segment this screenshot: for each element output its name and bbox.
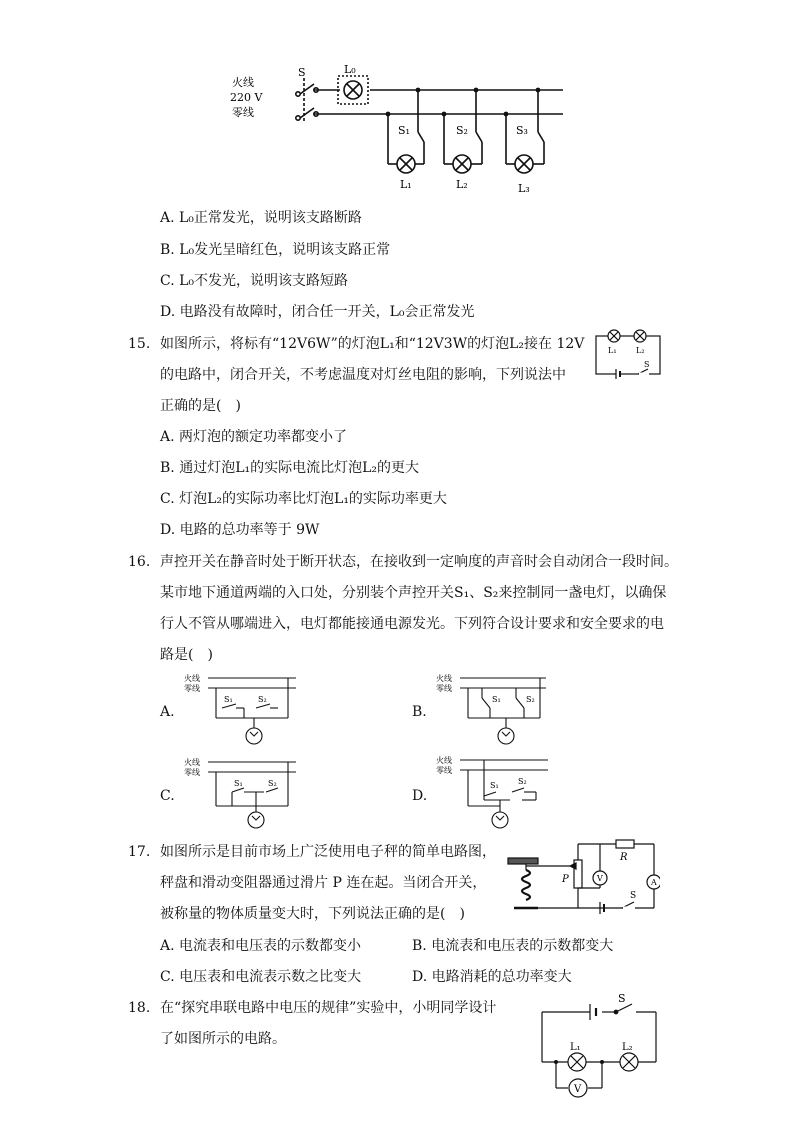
q18-number: 18. (128, 1000, 151, 1016)
q16b-label-neutral: 零线 (436, 684, 452, 693)
q18-line-1: 在“探究串联电路中电压的规律”实验中，小明同学设计 (160, 1000, 497, 1016)
q17-label-s: S (630, 891, 637, 901)
q15-option-d: D. 电路的总功率等于 9W (160, 522, 320, 538)
q16-line-2: 某市地下通道两端的入口处，分别装个声控开关S₁、S₂来控制同一盏电灯，以确保 (160, 585, 667, 601)
q16d-label-live: 火线 (436, 756, 452, 765)
q17-option-d: D. 电路消耗的总功率变大 (412, 969, 572, 985)
q16d-label-neutral: 零线 (436, 766, 452, 775)
q16a-label-live: 火线 (184, 674, 200, 683)
q17-option-b: B. 电流表和电压表的示数都变大 (412, 938, 614, 954)
q17-circuit-figure (504, 836, 660, 918)
q18-circuit-figure (536, 988, 662, 1100)
label-l2: L₂ (456, 178, 468, 191)
q16-option-d-label: D. (412, 788, 428, 804)
q17-label-v: V (597, 874, 603, 883)
q18-label-s: S (618, 992, 626, 1005)
q16c-label-live: 火线 (184, 758, 200, 767)
q15-line-2: 的电路中，闭合开关，不考虑温度对灯丝电阻的影响，下列说法中 (160, 367, 566, 383)
q16b-label-live: 火线 (436, 674, 452, 683)
q16a-label-s2: S₂ (258, 695, 267, 704)
q16b-label-s2: S₂ (526, 695, 535, 704)
label-s3: S₃ (516, 124, 528, 137)
q15-line-3: 正确的是( ) (160, 398, 241, 414)
q16-option-b-figure (436, 672, 556, 752)
label-live-wire: 火线 (232, 76, 254, 89)
q15-option-c: C. 灯泡L₂的实际功率比灯泡L₁的实际功率更大 (160, 491, 447, 507)
label-lamp-l0: L₀ (344, 63, 356, 76)
q17-label-p: P (562, 874, 569, 885)
q18-label-l1: L₁ (570, 1042, 581, 1053)
q16c-label-s1: S₁ (234, 779, 243, 788)
q16-option-c-figure (184, 756, 304, 836)
q15-circuit-figure (592, 326, 664, 380)
label-switch-s: S (298, 66, 306, 79)
q16a-label-s1: S₁ (224, 695, 233, 704)
q16-line-1: 声控开关在静音时处于断开状态，在接收到一定响度的声音时会自动闭合一段时间。 (160, 554, 678, 570)
q17-line-2: 秤盘和滑动变阻器通过滑片 P 连在起。当闭合开关， (160, 875, 487, 891)
q17-number: 17. (128, 844, 151, 860)
q18-line-2: 了如图所示的电路。 (160, 1031, 286, 1047)
q17-label-a: A (651, 878, 657, 887)
q16-option-a-label: A. (160, 704, 175, 720)
q16-line-4: 路是( ) (160, 647, 213, 663)
label-l1: L₁ (400, 178, 412, 191)
q14-circuit-figure (228, 62, 568, 200)
q15-label-s: S (644, 360, 650, 369)
q16a-label-neutral: 零线 (184, 684, 200, 693)
q14-option-b: B. L₀发光呈暗红色，说明该支路正常 (160, 242, 391, 258)
q14-option-c: C. L₀不发光，说明该支路短路 (160, 273, 349, 289)
q15-line-1: 如图所示，将标有“12V6W”的灯泡L₁和“12V3W的灯泡L₂接在 12V (160, 336, 585, 352)
label-voltage: 220 V (230, 91, 263, 104)
q18-label-l2: L₂ (622, 1042, 633, 1053)
q17-line-3: 被称量的物体质量变大时，下列说法正确的是( ) (160, 906, 465, 922)
label-s1: S₁ (398, 124, 410, 137)
q16-number: 16. (128, 554, 151, 570)
q17-line-1: 如图所示是目前市场上广泛使用电子秤的简单电路图， (160, 844, 496, 860)
q18-label-v: V (574, 1084, 582, 1095)
q15-number: 15. (128, 336, 151, 352)
q16d-label-s1: S₁ (490, 781, 499, 790)
q17-option-a: A. 电流表和电压表的示数都变小 (160, 938, 362, 954)
q17-option-c: C. 电压表和电流表示数之比变大 (160, 969, 362, 985)
label-l3: L₃ (518, 182, 530, 195)
q16c-label-neutral: 零线 (184, 768, 200, 777)
q16-line-3: 行人不管从哪端进入，电灯都能接通电源发光。下列符合设计要求和安全要求的电 (160, 616, 664, 632)
q14-option-d: D. 电路没有故障时，闭合任一开关，L₀会正常发光 (160, 304, 475, 320)
q15-label-l1: L₁ (608, 346, 617, 355)
q17-label-r: R (620, 852, 628, 863)
q16c-label-s2: S₂ (268, 779, 277, 788)
label-s2: S₂ (456, 124, 468, 137)
q15-option-b: B. 通过灯泡L₁的实际电流比灯泡L₂的更大 (160, 460, 420, 476)
q16-option-b-label: B. (412, 704, 427, 720)
q16b-label-s1: S₁ (492, 695, 501, 704)
q15-option-a: A. 两灯泡的额定功率都变小了 (160, 429, 348, 445)
q14-option-a: A. L₀正常发光，说明该支路断路 (160, 210, 362, 226)
q16d-label-s2: S₂ (518, 777, 527, 786)
q16-option-d-figure (436, 752, 556, 836)
q16-option-c-label: C. (160, 788, 175, 804)
label-neutral-wire: 零线 (232, 106, 254, 119)
q15-label-l2: L₂ (636, 346, 645, 355)
q16-option-a-figure (184, 672, 304, 752)
